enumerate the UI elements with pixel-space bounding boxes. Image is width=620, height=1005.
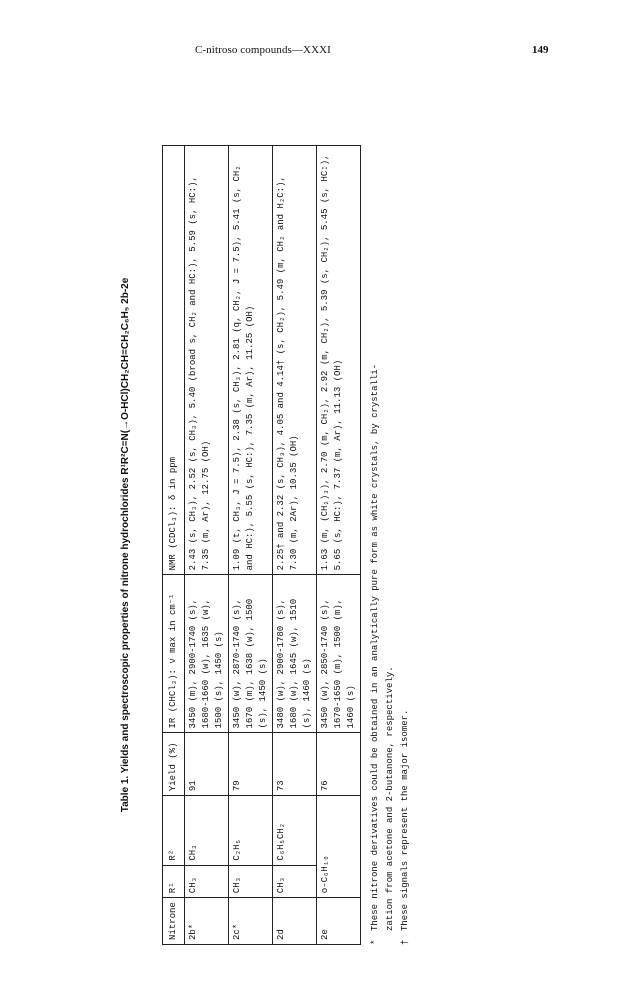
page-number: 149: [532, 44, 549, 56]
cell-ir: 3450 (w), 2870-1740 (s), 1670 (m), 1638 (w), 1500 (s), 1450 (s): [229, 575, 273, 733]
running-title: C-nitroso compounds—XXXI: [195, 44, 331, 56]
cell-r2: C₆H₅CH₂: [273, 796, 317, 866]
cell-nmr: 2.43 (s, CH₃), 2.52 (s, CH₃), 5.40 (broad s, CH₂ and HC:), 5.59 (s, HC:), 7.35 (m, Ar), 12.75 (OH): [185, 146, 229, 575]
table-row: [273, 146, 317, 945]
rotated-table-block: [100, 145, 430, 945]
table-header-row: [163, 146, 185, 945]
footnote-dagger: [400, 145, 410, 945]
cell-ir: 3450 (m), 2900-1740 (s), 1680-1660 (w), 1635 (w), 1500 (s), 1450 (s): [185, 575, 229, 733]
col-yield: Yield (%): [163, 733, 185, 796]
col-r1: R¹: [163, 865, 185, 898]
cell-yield: 73: [273, 733, 317, 796]
cell-nitrone: 2d: [273, 898, 317, 945]
footnote-star-marker: *: [370, 939, 380, 945]
cell-nmr: 2.25† and 2.32 (s, CH₃), 4.05 and 4.14† (s, CH₂), 5.49 (m, CH₂ and H₂C:), 7.30 (m, 2Ar), 10.35 (OH): [273, 146, 317, 575]
footnote-star-continued: zation from acetone and 2-butanone, respectively.: [385, 666, 395, 931]
cell-r1: CH₃: [229, 865, 273, 898]
cell-yield: 79: [229, 733, 273, 796]
footnote-star-text: These nitrone derivatives could be obtained in an analytically pure form as white crystals, by crystalli-: [370, 363, 380, 931]
table-row: [229, 146, 273, 945]
footnote-star: [370, 145, 380, 945]
cell-r1-r2: o-C₆H₁₀: [317, 796, 361, 898]
cell-yield: 91: [185, 733, 229, 796]
cell-r1: CH₃: [185, 865, 229, 898]
col-nitrone: Nitrone: [163, 898, 185, 945]
cell-nmr: 1.63 (m, (CH₂)₃), 2.70 (m, CH₂), 2.92 (m, CH₂), 5.39 (s, CH₂), 5.45 (s, HC:), 5.65 (s, HC:), 7.37 (m, Ar), 11.13 (OH): [317, 146, 361, 575]
footnote-dagger-text: These signals represent the major isomer.: [400, 709, 410, 931]
col-r2: R²: [163, 796, 185, 866]
cell-ir: 3450 (w), 2850-1740 (s), 1670-1650 (m), 1500 (m), 1460 (s): [317, 575, 361, 733]
cell-r1: CH₃: [273, 865, 317, 898]
cell-ir: 3480 (w), 2900-1780 (s), 1680 (w), 1645 (w), 1510 (s), 1460 (s): [273, 575, 317, 733]
cell-r2: CH₃: [185, 796, 229, 866]
cell-nmr: 1.09 (t, CH₃, J = 7.5), 2.38 (s, CH₃), 2.81 (q, CH₂, J = 7.5), 5.41 (s, CH₂ and HC:), 5.55 (s, HC:), 7.35 (m, Ar), 11.25 (OH): [229, 146, 273, 575]
table-row: [185, 146, 229, 945]
col-ir: IR (CHCl₃): ν max in cm⁻¹: [163, 575, 185, 733]
cell-nitrone: 2e: [317, 898, 361, 945]
cell-nitrone: 2b*: [185, 898, 229, 945]
cell-nitrone: 2c*: [229, 898, 273, 945]
table-caption: Table 1. Yields and spectroscopic properties of nitrone hydrochlorides R¹R²C=N(→O-HCl)CH₂CH=CH₂C₆H₅ 2b-2e: [120, 277, 131, 813]
cell-r2: C₂H₅: [229, 796, 273, 866]
cell-yield: 76: [317, 733, 361, 796]
table-row: [317, 146, 361, 945]
footnote-dagger-marker: †: [400, 939, 410, 945]
col-nmr: NMR (CDCl₃): δ in ppm: [163, 146, 185, 575]
properties-table: [162, 145, 361, 945]
